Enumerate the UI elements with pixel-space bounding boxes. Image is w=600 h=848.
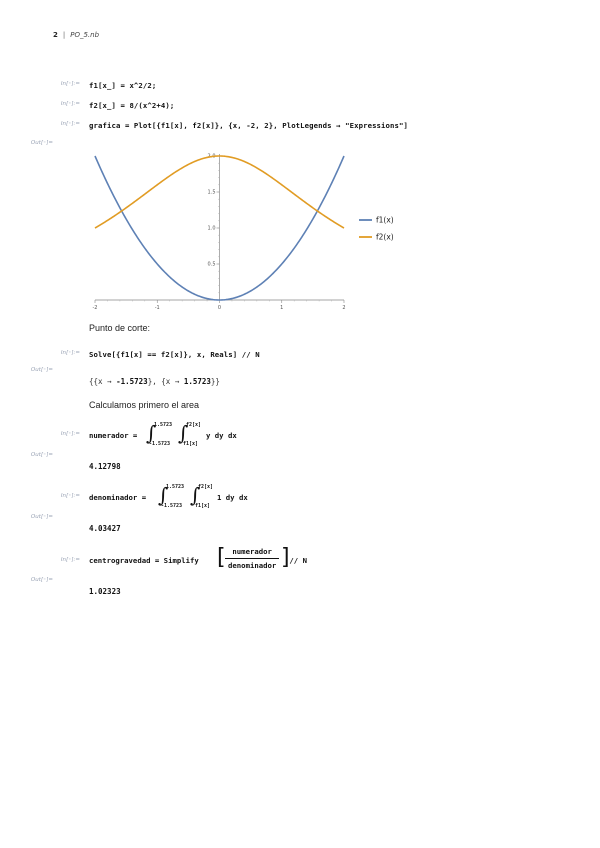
x-tick-label: -2 [92, 305, 98, 311]
inner-lower-limit: f1[x] [183, 441, 199, 447]
page-number: 2 [53, 31, 58, 39]
outer-upper-limit: 1.5723 [166, 484, 185, 490]
fraction-denominator: denominador [228, 561, 277, 570]
notebook-filename: PO_5.nb [70, 31, 100, 39]
integral-sign-outer: ∫ [146, 421, 157, 445]
x-tick-label: -1 [154, 305, 160, 311]
bracket-open: [ [217, 545, 226, 570]
numerador-result: 4.12798 [89, 462, 121, 471]
legend-label-2: f2(x) [376, 232, 394, 242]
input-cell-denominador[interactable] [89, 481, 309, 515]
inner-lower-limit: f1[x] [195, 503, 211, 509]
integral-sign-inner: ∫ [178, 421, 189, 445]
input-label: In[◦]:= [60, 431, 80, 437]
denominador-integrand: 1 dy dx [217, 493, 248, 502]
denominador-result: 4.03427 [89, 524, 121, 533]
plot-legend [359, 216, 394, 242]
centrogravedad-result: 1.02323 [89, 587, 121, 596]
solve-open: {{x → [89, 377, 117, 386]
code-f2[interactable]: f2[x_] = 8/(x^2+4); [89, 101, 175, 110]
header-divider: | [62, 31, 66, 39]
fraction-numerator: numerador [232, 547, 272, 556]
code-solve[interactable]: Solve[{f1[x] == f2[x]}, x, Reals] // N [89, 350, 260, 359]
input-cell-centrogravedad[interactable] [89, 544, 349, 578]
fraction [225, 547, 279, 570]
numerador-integrand: y dy dx [206, 431, 237, 440]
output-label: Out[◦]= [30, 514, 53, 520]
outer-lower-limit: -1.5723 [149, 441, 171, 447]
output-label: Out[◦]= [30, 367, 53, 373]
input-cell-numerador[interactable] [89, 419, 289, 453]
integral-sign-inner: ∫ [190, 483, 201, 507]
input-label: In[◦]:= [60, 101, 80, 107]
y-tick-label: 1.5 [207, 189, 216, 196]
solve-root-2: 1.5723 [183, 377, 211, 386]
y-tick-label: 0.5 [207, 261, 216, 268]
input-label: In[◦]:= [60, 350, 80, 356]
inner-upper-limit: f2[x] [198, 484, 214, 490]
text-calculamos: Calculamos primero el area [89, 400, 200, 410]
centro-lhs: centrogravedad = Simplify [89, 556, 199, 565]
solve-output [89, 377, 220, 386]
outer-upper-limit: 1.5723 [154, 422, 173, 428]
input-label: In[◦]:= [60, 121, 80, 127]
code-f1[interactable]: f1[x_] = x^2/2; [89, 81, 157, 90]
text-punto-corte: Punto de corte: [89, 323, 151, 333]
code-grafica[interactable]: grafica = Plot[{f1[x], f2[x]}, {x, -2, 2}, PlotLegends → "Expressions"] [89, 121, 409, 130]
plot-axes [93, 154, 346, 311]
input-label: In[◦]:= [60, 493, 80, 499]
numerador-lhs: numerador = [89, 431, 142, 440]
output-label: Out[◦]= [30, 577, 53, 583]
integral-sign-outer: ∫ [158, 483, 169, 507]
solve-close: }} [210, 377, 220, 386]
centro-suffix: // N [285, 556, 307, 565]
denominador-lhs: denominador = [89, 493, 151, 502]
solve-mid: }, {x → [147, 377, 184, 386]
bracket-close: ] [281, 545, 290, 570]
x-tick-label: 0 [217, 305, 222, 311]
inner-upper-limit: f2[x] [186, 422, 202, 428]
function-plot [80, 145, 420, 320]
outer-lower-limit: -1.5723 [161, 503, 183, 509]
solve-root-1: -1.5723 [116, 377, 148, 386]
output-label: Out[◦]= [30, 140, 53, 146]
input-label: In[◦]:= [60, 81, 80, 87]
input-label: In[◦]:= [60, 557, 80, 563]
y-tick-label: 1.0 [207, 225, 216, 232]
x-tick-label: 2 [342, 305, 346, 311]
x-tick-label: 1 [280, 305, 284, 311]
page-header [53, 31, 99, 39]
legend-label-1: f1(x) [376, 215, 394, 225]
fraction-bar [225, 558, 279, 559]
y-tick-label: 2.0 [207, 153, 216, 160]
output-label: Out[◦]= [30, 452, 53, 458]
